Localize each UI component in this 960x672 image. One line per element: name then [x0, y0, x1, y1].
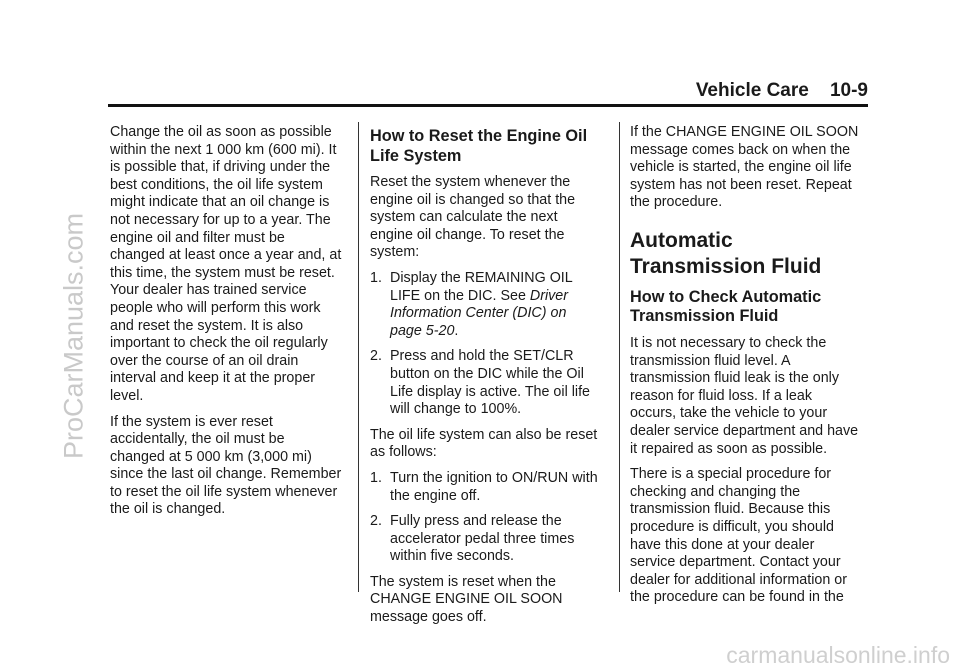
step-number: 2. — [370, 348, 382, 365]
footer-watermark: carmanualsonline.info — [726, 642, 950, 668]
step-text: Fully press and release the accelerator pedal three times within five seconds. — [390, 513, 575, 565]
page-header — [696, 80, 868, 102]
reset-outro: The system is reset when the CHANGE ENGINE OIL SOON message goes off. — [370, 573, 563, 626]
column-3 — [630, 124, 862, 615]
fluid-leak-paragraph: It is not necessary to check the transmission fluid level. A transmission fluid leak is the only reason for fluid loss. If a leak occurs, take the vehicle to your dealer service department and have it repaired as soon as possible. — [630, 334, 859, 457]
list-item — [370, 513, 602, 566]
alternate-steps-list — [370, 470, 602, 566]
alternate-reset-intro: The oil life system can also be reset as follows: — [370, 426, 598, 461]
special-procedure-paragraph: There is a special procedure for checking and changing the transmission fluid. Because this procedure is difficult, you should have this done at your dealer service department. Contact your dealer for additional information or the procedure can be found in the — [630, 466, 847, 606]
step-text: Press and hold the SET/CLR button on the DIC while the Oil Life display is active. The oil life will change to 100%. — [390, 348, 590, 418]
list-item — [370, 470, 602, 505]
reset-intro: Reset the system whenever the engine oil is changed so that the system can calculate the next engine oil change. To reset the system: — [370, 174, 576, 261]
transmission-fluid-heading: Automatic Transmission Fluid — [630, 228, 822, 278]
list-item — [370, 348, 602, 418]
accidental-reset-paragraph: If the system is ever reset accidentally, the oil must be changed at 5 000 km (3,000 mi) since the last oil change. Remember to reset the oil life system whenever the oil is changed. — [110, 413, 342, 518]
repeat-procedure-paragraph: If the CHANGE ENGINE OIL SOON message comes back on when the vehicle is started, the engine oil life system has not been reset. Repeat the procedure. — [630, 124, 859, 211]
column-divider-1 — [358, 122, 359, 592]
section-title: Vehicle Care — [695, 80, 809, 101]
column-2 — [370, 124, 602, 635]
dic-reference-link[interactable]: Driver Information Center (DIC) on page 5-20 — [390, 287, 568, 339]
page-number: 10-9 — [829, 80, 868, 101]
header-rule — [108, 104, 868, 107]
reset-oil-life-heading: How to Reset the Engine Oil Life System — [370, 127, 588, 165]
step-number: 2. — [370, 513, 382, 530]
column-divider-2 — [619, 122, 620, 592]
watermark-text: ProCarManuals.com — [58, 212, 89, 460]
step-number: 1. — [370, 269, 382, 286]
step-text: Display the REMAINING OIL LIFE on the DIC. See Driver Information Center (DIC) on page 5-20. — [390, 269, 573, 339]
list-item — [370, 270, 602, 340]
step-number: 1. — [370, 469, 382, 486]
step-text: Turn the ignition to ON/RUN with the engine off. — [390, 469, 598, 504]
oil-change-paragraph: Change the oil as soon as possible within the next 1 000 km (600 mi). It is possible that, if driving under the best conditions, the oil life system might indicate that an oil change is not necessary for up to a year. The engine oil and filter must be changed at least once a year and, at this time, the system must be reset. Your dealer has trained service people who will perform this work and reset the system. It is also important to check the oil regularly over the course of an oil drain interval and keep it at the proper level. — [110, 124, 342, 404]
reset-steps-list — [370, 270, 602, 419]
column-1 — [110, 124, 342, 527]
check-transmission-heading: How to Check Automatic Transmission Fluid — [630, 287, 822, 326]
